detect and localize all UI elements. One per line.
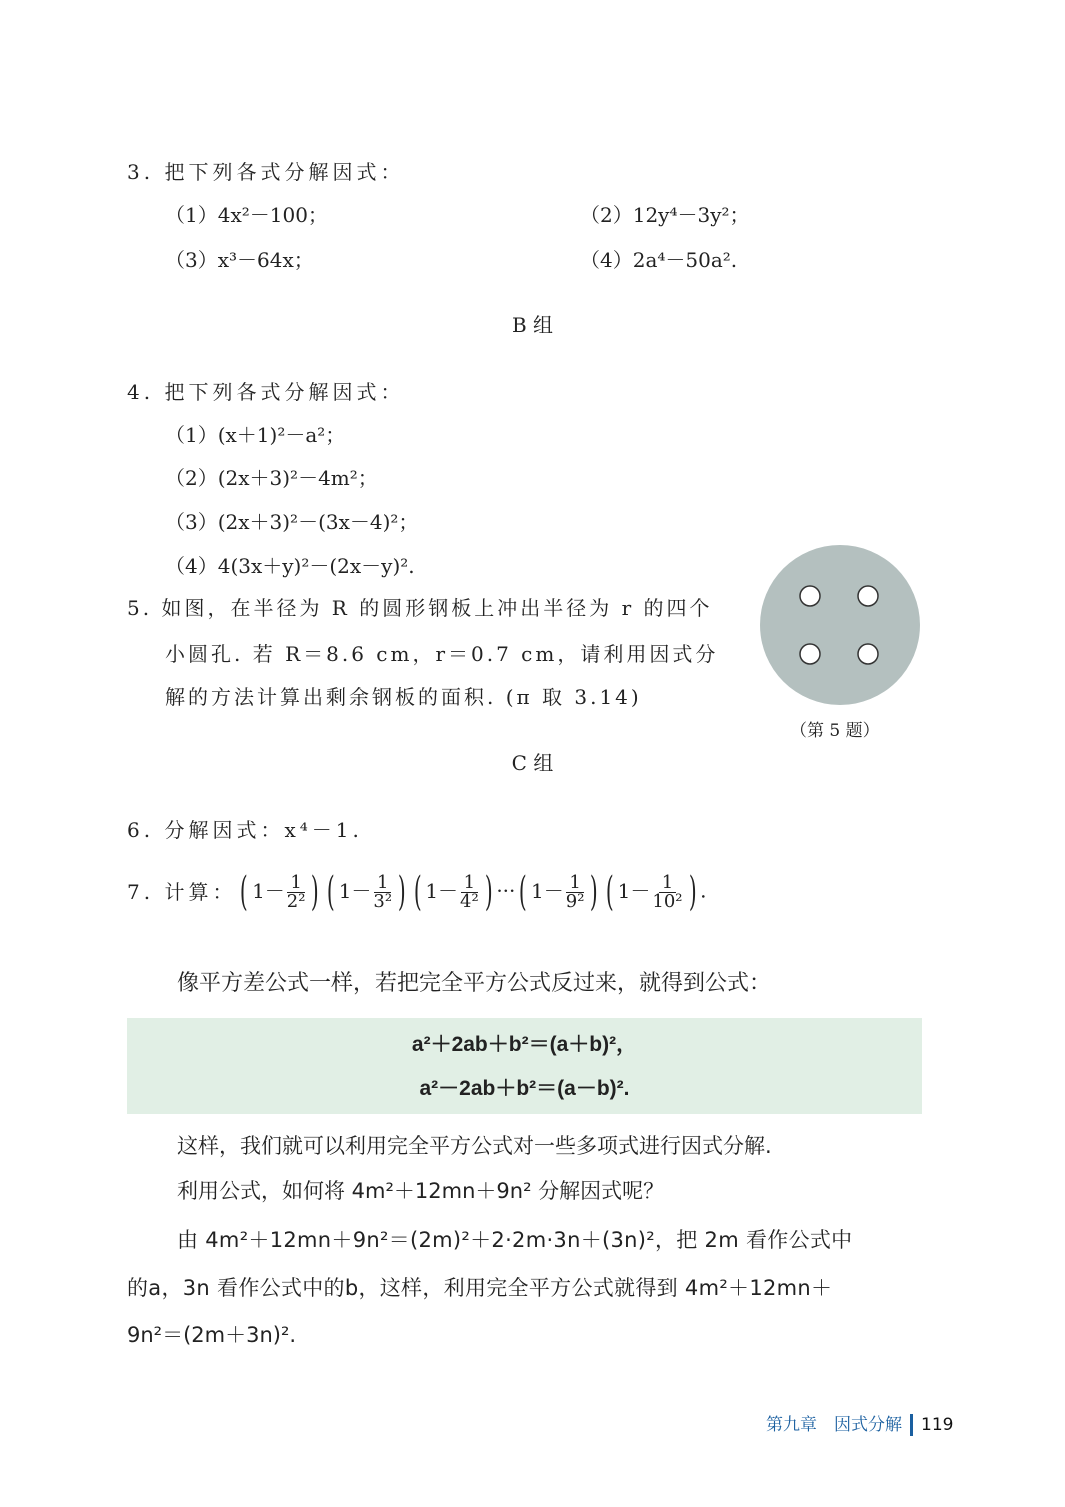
q7-label: 7. 计算： xyxy=(127,880,237,904)
formula-box xyxy=(127,1018,922,1114)
denominator: 4² xyxy=(460,890,479,912)
period: . xyxy=(700,878,707,903)
denominator: 10² xyxy=(652,890,683,912)
q4-item: （4）4(3x＋y)²－(2x－y)². xyxy=(165,554,415,578)
q3-item: （4）2a⁴－50a². xyxy=(580,248,738,272)
q4-item: （2）(2x＋3)²－4m²； xyxy=(165,466,378,490)
factor: ( 1－ $\frac{1}{\text{10²}}$ ) xyxy=(605,869,697,915)
factor: ( 1－ $\frac{1}{\text{9²}}$ ) xyxy=(519,869,599,915)
q5-line: 解的方法计算出剩余钢板的面积. (π 取 3.14) xyxy=(165,685,642,709)
paragraph: 这样，我们就可以利用完全平方公式对一些多项式进行因式分解. xyxy=(177,1134,772,1158)
paragraph: 9n²＝(2m＋3n)². xyxy=(127,1323,297,1347)
hole xyxy=(800,644,820,664)
formula: a²＋2ab＋b²＝(a＋b)²， xyxy=(411,1033,638,1056)
q3-item: （1）4x²－100； xyxy=(165,203,328,227)
fraction xyxy=(652,871,683,912)
denominator: 9² xyxy=(565,890,585,912)
numerator: 1 xyxy=(287,874,304,893)
divider xyxy=(910,1414,913,1436)
fraction xyxy=(565,871,585,912)
q4-heading: 4. 把下列各式分解因式： xyxy=(127,380,405,404)
denominator: 2² xyxy=(286,890,306,912)
steel-plate-figure xyxy=(760,545,922,707)
q3-heading: 3. 把下列各式分解因式： xyxy=(127,160,405,184)
q7 xyxy=(127,869,707,915)
fraction xyxy=(373,871,393,912)
paragraph: 利用公式，如何将 4m²＋12mn＋9n² 分解因式呢？ xyxy=(177,1179,665,1203)
figure-caption: （第 5 题） xyxy=(790,721,880,741)
one-minus: 1－ xyxy=(425,878,459,903)
q5-line: 小圆孔. 若 R＝8.6 cm，r＝0.7 cm，请利用因式分 xyxy=(165,642,719,666)
hole xyxy=(858,586,878,606)
paragraph: 的a，3n 看作公式中的b，这样，利用完全平方公式就得到 4m²＋12mn＋ xyxy=(127,1276,833,1300)
numerator: 1 xyxy=(374,874,391,893)
one-minus: 1－ xyxy=(252,878,285,903)
factor: ( 1－ $\frac{1}{\text{3²}}$ ) xyxy=(326,869,406,915)
q6: 6. 分解因式：x⁴－1. xyxy=(127,818,363,842)
numerator: 1 xyxy=(659,874,676,893)
group-c-heading: C 组 xyxy=(511,751,554,775)
q7-expression xyxy=(236,869,707,915)
fraction xyxy=(460,871,479,912)
factor: ( 1－ $\frac{1}{\text{2²}}$ ) xyxy=(240,869,320,915)
denominator: 3² xyxy=(373,890,393,912)
factor: ( 1－ $\frac{1}{\text{4²}}$ ) xyxy=(413,869,493,915)
group-b-heading: B 组 xyxy=(511,313,554,337)
one-minus: 1－ xyxy=(531,878,564,903)
one-minus: 1－ xyxy=(617,878,651,903)
numerator: 1 xyxy=(566,874,583,893)
q5-line: 5. 如图，在半径为 R 的圆形钢板上冲出半径为 r 的四个 xyxy=(127,596,713,620)
hole xyxy=(800,586,820,606)
numerator: 1 xyxy=(461,874,478,893)
chapter-title: 第九章 因式分解 xyxy=(766,1415,902,1435)
page-number: 119 xyxy=(921,1415,954,1435)
q4-item: （1）(x＋1)²－a²； xyxy=(165,423,346,447)
steel-plate xyxy=(760,545,920,705)
q4-item: （3）(2x＋3)²－(3x－4)²； xyxy=(165,510,419,534)
formula: a²－2ab＋b²＝(a－b)². xyxy=(419,1077,630,1100)
fraction xyxy=(286,871,306,912)
one-minus: 1－ xyxy=(338,878,372,903)
page-footer xyxy=(766,1414,953,1436)
ellipsis: ··· xyxy=(496,878,516,903)
q3-item: （3）x³－64x； xyxy=(165,248,314,272)
q3-item: （2）12y⁴－3y²； xyxy=(580,203,750,227)
paragraph: 由 4m²＋12mn＋9n²＝(2m)²＋2·2m·3n＋(3n)²，把 2m 看作公式中 xyxy=(177,1228,853,1252)
intro-text: 像平方差公式一样，若把完全平方公式反过来，就得到公式： xyxy=(177,971,772,996)
hole xyxy=(858,644,878,664)
